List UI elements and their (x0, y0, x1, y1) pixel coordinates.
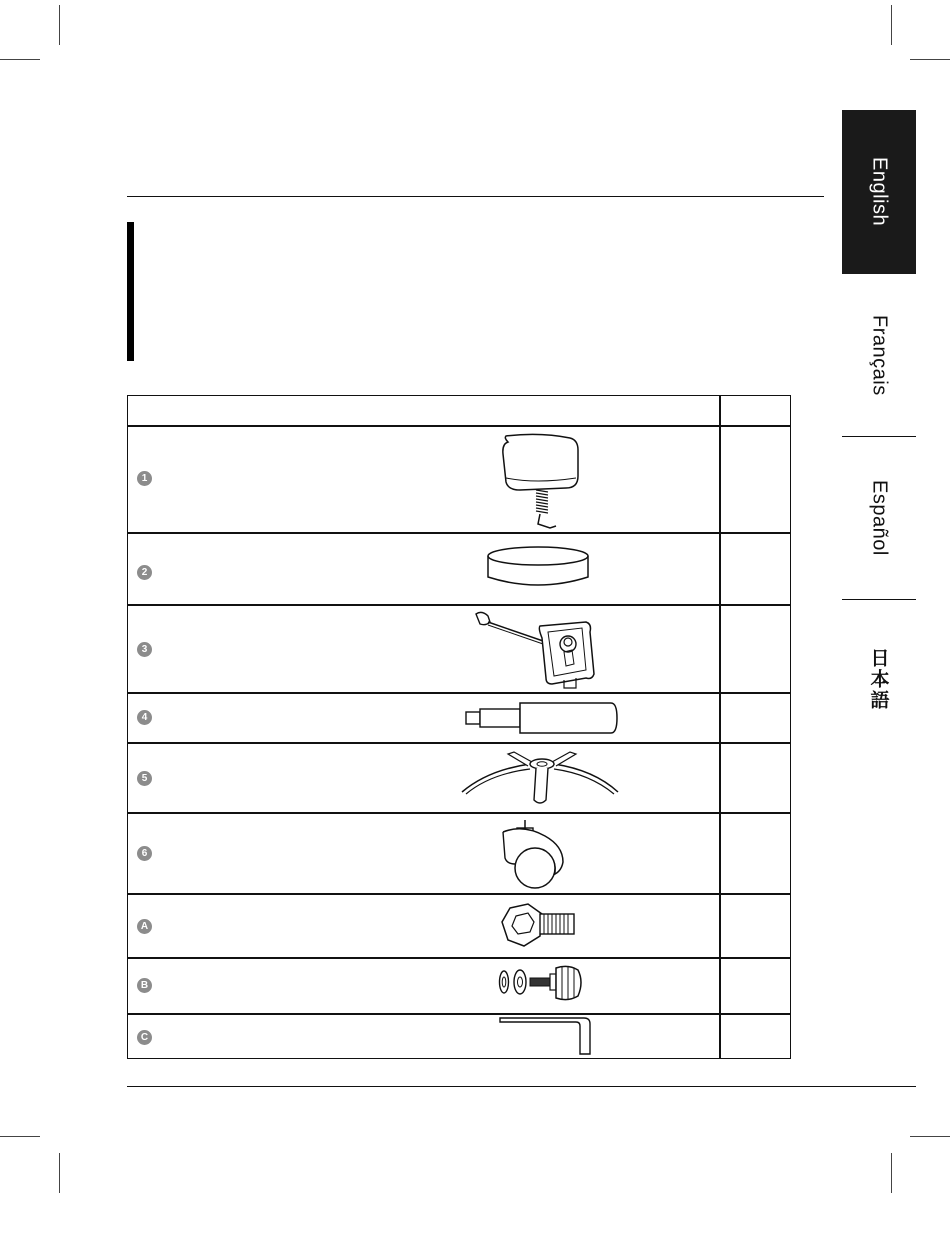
table-row-divider (128, 812, 790, 814)
table-row-divider (128, 742, 790, 744)
headrest-cushion-icon (496, 432, 586, 532)
gas-cylinder-icon (463, 700, 623, 736)
tab-english[interactable] (842, 110, 916, 274)
crop-mark (891, 5, 892, 45)
part-marker: 1 (137, 471, 152, 486)
table-row-divider (128, 604, 790, 606)
quantity-column-divider (719, 396, 721, 1058)
part-marker: 4 (137, 710, 152, 725)
crop-mark (910, 59, 950, 60)
crop-mark (891, 1153, 892, 1193)
tilt-mechanism-icon (468, 608, 598, 692)
crop-mark (59, 5, 60, 45)
tab-english-label: English (868, 157, 891, 227)
seat-cushion-icon (483, 541, 593, 596)
crop-mark (910, 1136, 950, 1137)
star-base-icon (458, 748, 626, 808)
part-marker: A (137, 919, 152, 934)
tab-japanese[interactable] (842, 600, 916, 762)
table-row-divider (128, 532, 790, 534)
part-marker: C (137, 1030, 152, 1045)
tab-japanese-label: 日本語 (867, 648, 890, 711)
tab-francais[interactable] (842, 274, 916, 436)
table-row-divider (128, 893, 790, 895)
part-marker: 5 (137, 771, 152, 786)
tab-espanol[interactable] (842, 437, 916, 599)
crop-mark (0, 59, 40, 60)
table-row-divider (128, 1013, 790, 1015)
part-marker: 2 (137, 565, 152, 580)
part-marker: B (137, 978, 152, 993)
table-row-divider (128, 425, 790, 427)
crop-mark (0, 1136, 40, 1137)
parts-table (127, 395, 791, 1059)
allen-key-icon (496, 1016, 596, 1058)
knob-screw-washers-icon (496, 962, 586, 1006)
part-marker: 6 (137, 846, 152, 861)
part-marker: 3 (137, 642, 152, 657)
table-row-divider (128, 692, 790, 694)
tab-espanol-label: Español (868, 480, 891, 556)
footer-rule (127, 1086, 916, 1087)
header-rule (127, 196, 824, 197)
hex-bolt-icon (498, 900, 578, 952)
section-side-bar (127, 222, 134, 361)
caster-wheel-icon (493, 818, 573, 894)
crop-mark (59, 1153, 60, 1193)
table-row-divider (128, 957, 790, 959)
tab-francais-label: Français (868, 314, 891, 396)
